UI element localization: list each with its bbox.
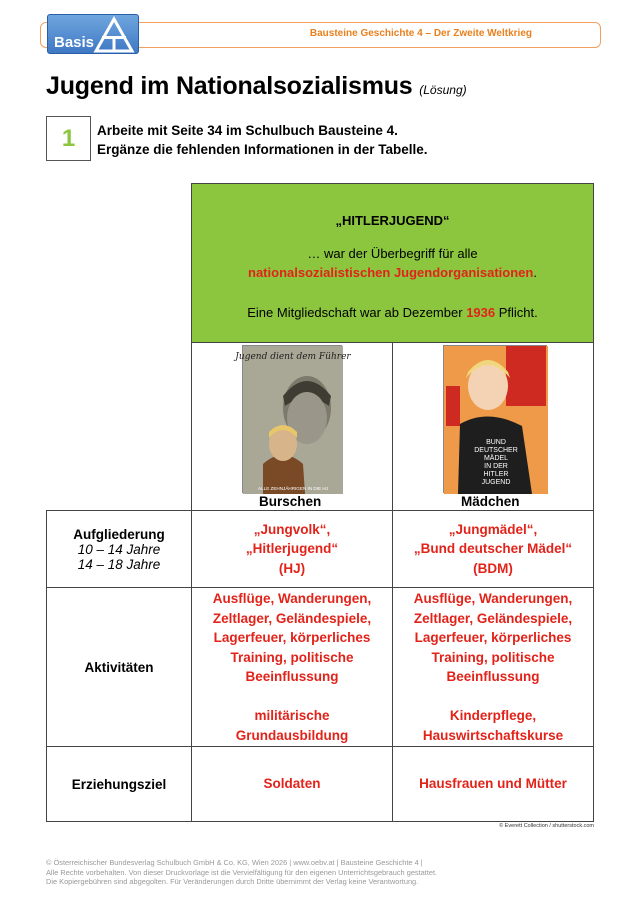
poster-girls-image — [443, 345, 547, 493]
aktivitaeten-girls-line: Beeinflussung — [446, 669, 540, 684]
page-title-text: Jugend im Nationalsozialismus — [46, 72, 413, 100]
poster-girls-text-4: IN DER — [484, 463, 508, 470]
aufgliederung-label: Aufgliederung — [73, 526, 165, 542]
task-number: 1 — [61, 124, 76, 152]
caption-boys: Burschen — [259, 494, 322, 509]
aufgliederung-girls-line: „Jungmädel“, — [448, 521, 538, 537]
aktivitaeten-boys-line: militärische — [254, 708, 330, 723]
header-title: Bausteine Geschichte 4 – Der Zweite Weltkrieg — [309, 28, 532, 39]
aktivitaeten-girls-line: Training, politische — [431, 649, 555, 665]
footer-line-3: Die Kopiergebühren sind abgegolten. Für Veränderungen durch Dritte übernimmt der Verlag keine Verantwortung. — [46, 877, 419, 886]
aktivitaeten-girls-line: Zeltlager, Geländespiele, — [413, 610, 573, 626]
page-subtitle: (Lösung) — [419, 83, 467, 97]
logo-text: Basis — [54, 34, 95, 51]
aufgliederung-girls-line: „Bund deutscher Mädel“ — [413, 541, 573, 557]
poster-girls-text-2: DEUTSCHER — [474, 447, 518, 454]
footer — [46, 858, 466, 887]
footer-line-2: Alle Rechte vorbehalten. Von dieser Druckvorlage ist die Vervielfältigung für den eigenen Unterrichtsgebrauch gestattet. — [46, 867, 438, 877]
aktivitaeten-girls-line: Kinderpflege, — [449, 708, 537, 723]
erziehungsziel-girls: Hausfrauen und Mütter — [419, 776, 567, 792]
intro-line-2-suffix: . — [533, 265, 537, 280]
poster-boys-image — [235, 345, 351, 493]
poster-boys-bottomline: ALLE ZEHNJÄHRIGEN IN DIE HJ — [258, 486, 328, 491]
aktivitaeten-boys-line: Lagerfeuer, körperliches — [213, 630, 371, 645]
erziehungsziel-boys: Soldaten — [263, 776, 321, 792]
aufgliederung-boys-line: „Jungvolk“, — [253, 521, 331, 537]
intro-line-3-suffix: Pflicht. — [498, 305, 538, 320]
aktivitaeten-boys-line: Zeltlager, Geländespiele, — [212, 610, 372, 626]
aktivitaeten-boys-line: Beeinflussung — [245, 669, 339, 684]
intro-line-2 — [192, 265, 593, 280]
task-line-2: Ergänze die fehlenden Informationen in der Tabelle. — [97, 142, 428, 157]
poster-boys-headline: Jugend dient dem Führer — [235, 352, 351, 362]
row-erziehungsziel-boys — [191, 746, 393, 822]
row-aufgliederung-label — [46, 510, 192, 588]
image-credit: © Everett Collection / shutterstock.com — [499, 823, 594, 829]
task-number-box — [46, 116, 91, 161]
row-erziehungsziel-girls — [392, 746, 594, 822]
row-aktivitaeten-girls — [392, 587, 594, 747]
aktivitaeten-girls-line: Lagerfeuer, körperliches — [414, 630, 572, 645]
aufgliederung-girls-line: (BDM) — [473, 560, 513, 576]
intro-answer-year: 1936 — [466, 305, 496, 320]
intro-line-3-prefix: Eine Mitgliedschaft war ab Dezember — [247, 305, 463, 320]
aktivitaeten-label: Aktivitäten — [84, 659, 154, 675]
aktivitaeten-girls-line: Hauswirtschaftskurse — [422, 727, 564, 743]
aktivitaeten-boys-line: Grundausbildung — [235, 727, 349, 743]
poster-girls-text-6: JUGEND — [481, 479, 511, 486]
caption-girls: Mädchen — [461, 494, 520, 509]
aufgliederung-age-1: 10 – 14 Jahre — [77, 541, 161, 557]
intro-line-1: … war der Überbegriff für alle — [307, 246, 478, 261]
row-erziehungsziel-label — [46, 746, 192, 822]
task-line-1: Arbeite mit Seite 34 im Schulbuch Bausteine 4. — [97, 123, 398, 138]
aktivitaeten-girls-line: Ausflüge, Wanderungen, — [413, 591, 573, 606]
hitlerjugend-intro-box — [191, 183, 594, 343]
erziehungsziel-label: Erziehungsziel — [71, 776, 167, 792]
poster-girls-text-5: HITLER — [483, 471, 509, 478]
aufgliederung-boys-line: „Hitlerjugend“ — [245, 541, 339, 557]
row-aktivitaeten-boys — [191, 587, 393, 747]
aktivitaeten-boys-line: Ausflüge, Wanderungen, — [212, 591, 372, 606]
poster-girls-text-3: MÄDEL — [483, 455, 509, 462]
task-instructions — [97, 121, 428, 159]
poster-girls-text-1: BUND — [486, 439, 506, 446]
intro-answer-organisations: nationalsozialistischen Jugendorganisationen — [248, 265, 534, 280]
footer-line-1: © Österreichischer Bundesverlag Schulbuch GmbH & Co. KG, Wien 2026 | www.oebv.at | Bausteine Geschichte 4 | — [46, 858, 423, 867]
intro-heading: „HITLERJUGEND“ — [335, 213, 450, 228]
aktivitaeten-boys-line: Training, politische — [230, 649, 354, 665]
poster-boys-illustration — [235, 346, 351, 494]
row-aufgliederung-girls — [392, 510, 594, 588]
basis-logo — [47, 14, 139, 54]
row-aufgliederung-boys — [191, 510, 393, 588]
row-aktivitaeten-label — [46, 587, 192, 747]
page-title — [46, 72, 467, 101]
intro-line-3 — [192, 305, 593, 320]
poster-girls-illustration — [444, 346, 548, 494]
aufgliederung-age-2: 14 – 18 Jahre — [77, 556, 161, 572]
aufgliederung-boys-line: (HJ) — [278, 560, 306, 576]
triangle-logo-icon — [94, 17, 134, 53]
